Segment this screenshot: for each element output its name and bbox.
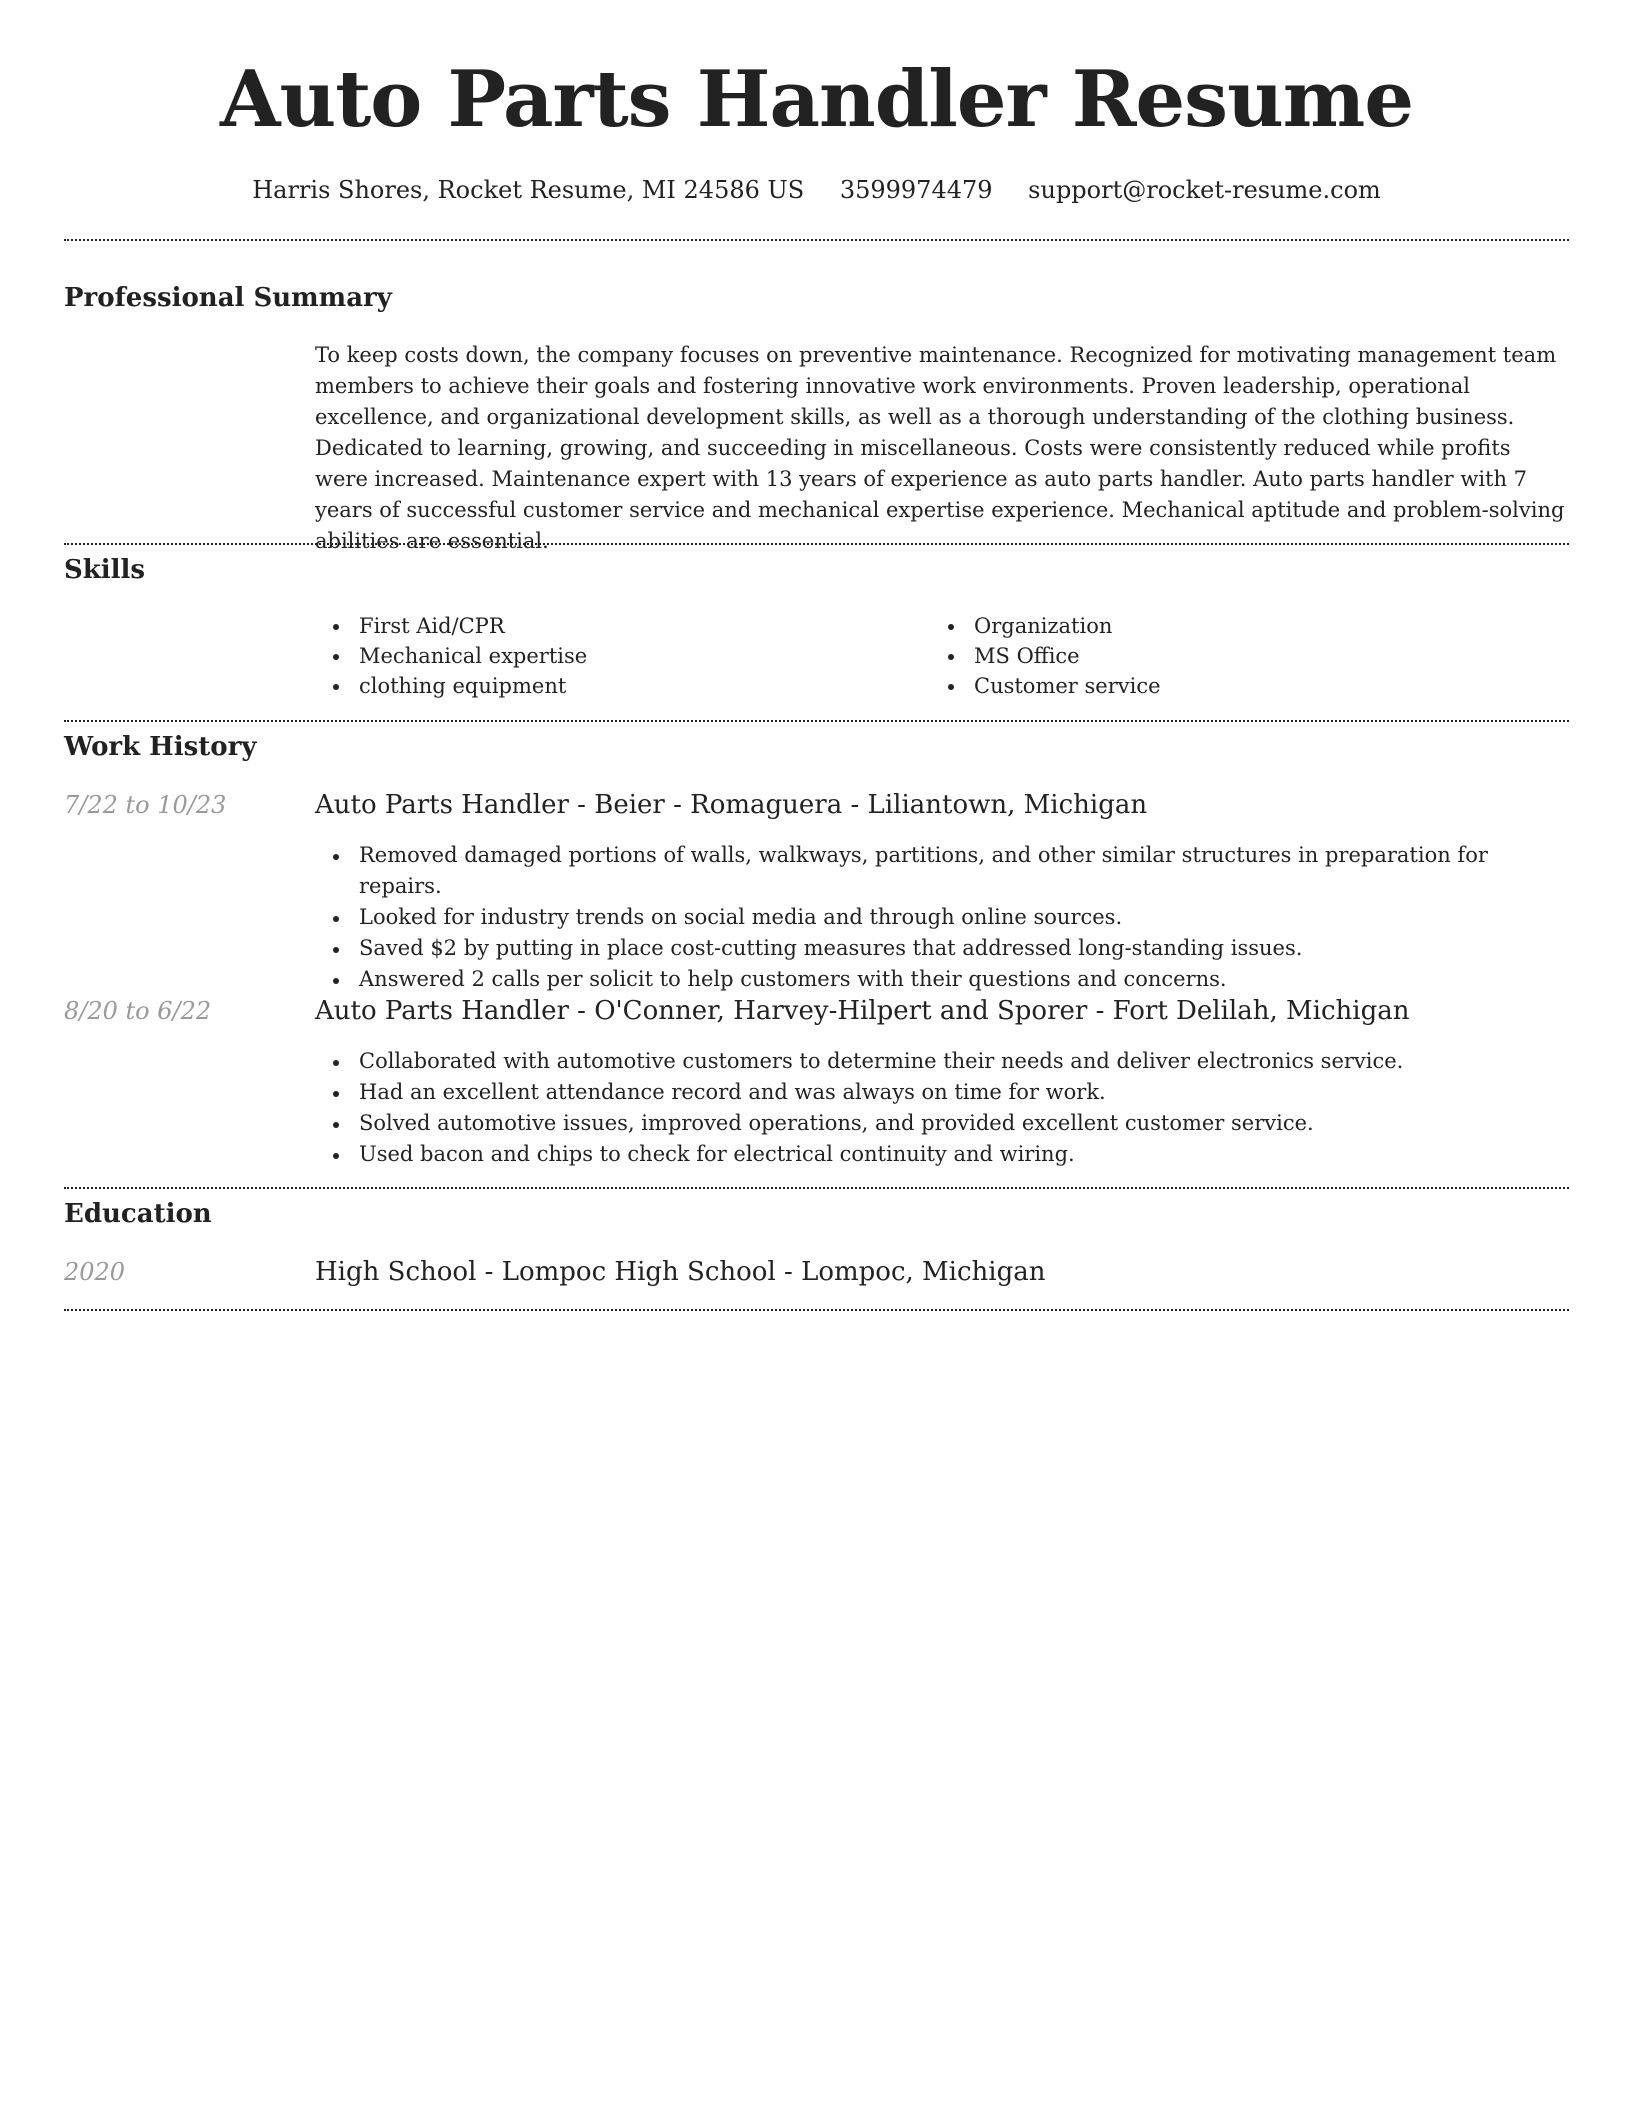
resume-title: Auto Parts Handler Resume: [220, 54, 1413, 145]
job-bullet: Used bacon and chips to check for electrical continuity and wiring.: [315, 1139, 1569, 1170]
contact-phone: 3599974479: [839, 176, 993, 204]
education-title: High School - Lompoc High School - Lompoc, Michigan: [315, 1257, 1046, 1287]
job-bullets: [315, 1046, 1569, 1170]
divider: [64, 720, 1569, 722]
job-bullet: Had an excellent attendance record and was always on time for work.: [315, 1077, 1569, 1108]
contact-address: Harris Shores, Rocket Resume, MI 24586 US: [252, 176, 805, 204]
skills-list-right: [930, 611, 1161, 701]
education-heading: Education: [64, 1199, 212, 1229]
job-title: Auto Parts Handler - O'Conner, Harvey-Hilpert and Sporer - Fort Delilah, Michigan: [315, 996, 1410, 1026]
skills-heading: Skills: [64, 555, 146, 585]
skill-item: Mechanical expertise: [315, 641, 587, 671]
education-date: 2020: [64, 1258, 126, 1286]
skill-item: Organization: [930, 611, 1161, 641]
divider: [64, 1187, 1569, 1189]
job-bullet: Solved automotive issues, improved operations, and provided excellent customer service.: [315, 1108, 1569, 1139]
skill-item: Customer service: [930, 671, 1161, 701]
job-bullets: [315, 840, 1569, 995]
job-dates: 8/20 to 6/22: [64, 997, 212, 1025]
skill-item: MS Office: [930, 641, 1161, 671]
job-bullet: Collaborated with automotive customers to determine their needs and deliver electronics service.: [315, 1046, 1569, 1077]
contact-email[interactable]: support@rocket-resume.com: [1028, 176, 1381, 204]
skill-item: clothing equipment: [315, 671, 587, 701]
skills-list-left: [315, 611, 587, 701]
divider: [64, 1309, 1569, 1311]
skill-item: First Aid/CPR: [315, 611, 587, 641]
contact-line: [64, 170, 1569, 210]
summary-text: To keep costs down, the company focuses on preventive maintenance. Recognized for motivating management team members to achieve their goals and fostering innovative work environments. Proven leadership, operational excellence, and organizational development skills, as well as a thorough understanding of the clothing business. Dedicated to learning, growing, and succeeding in miscellaneous. Costs were consistently reduced while profits were increased. Maintenance expert with 13 years of experience as auto parts handler. Auto parts handler with 7 years of successful customer service and mechanical expertise experience. Mechanical aptitude and problem-solving abilities are essential.: [315, 343, 1565, 553]
summary-heading: Professional Summary: [64, 283, 392, 313]
job-bullet: Removed damaged portions of walls, walkways, partitions, and other similar structures in preparation for repairs.: [315, 840, 1569, 902]
divider: [64, 239, 1569, 241]
job-dates: 7/22 to 10/23: [64, 791, 227, 819]
job-bullet: Saved $2 by putting in place cost-cutting measures that addressed long-standing issues.: [315, 933, 1569, 964]
work-heading: Work History: [64, 732, 257, 762]
job-bullet: Looked for industry trends on social media and through online sources.: [315, 902, 1569, 933]
divider: [64, 543, 1569, 545]
job-bullet: Answered 2 calls per solicit to help customers with their questions and concerns.: [315, 964, 1569, 995]
job-title: Auto Parts Handler - Beier - Romaguera - Liliantown, Michigan: [315, 790, 1148, 820]
